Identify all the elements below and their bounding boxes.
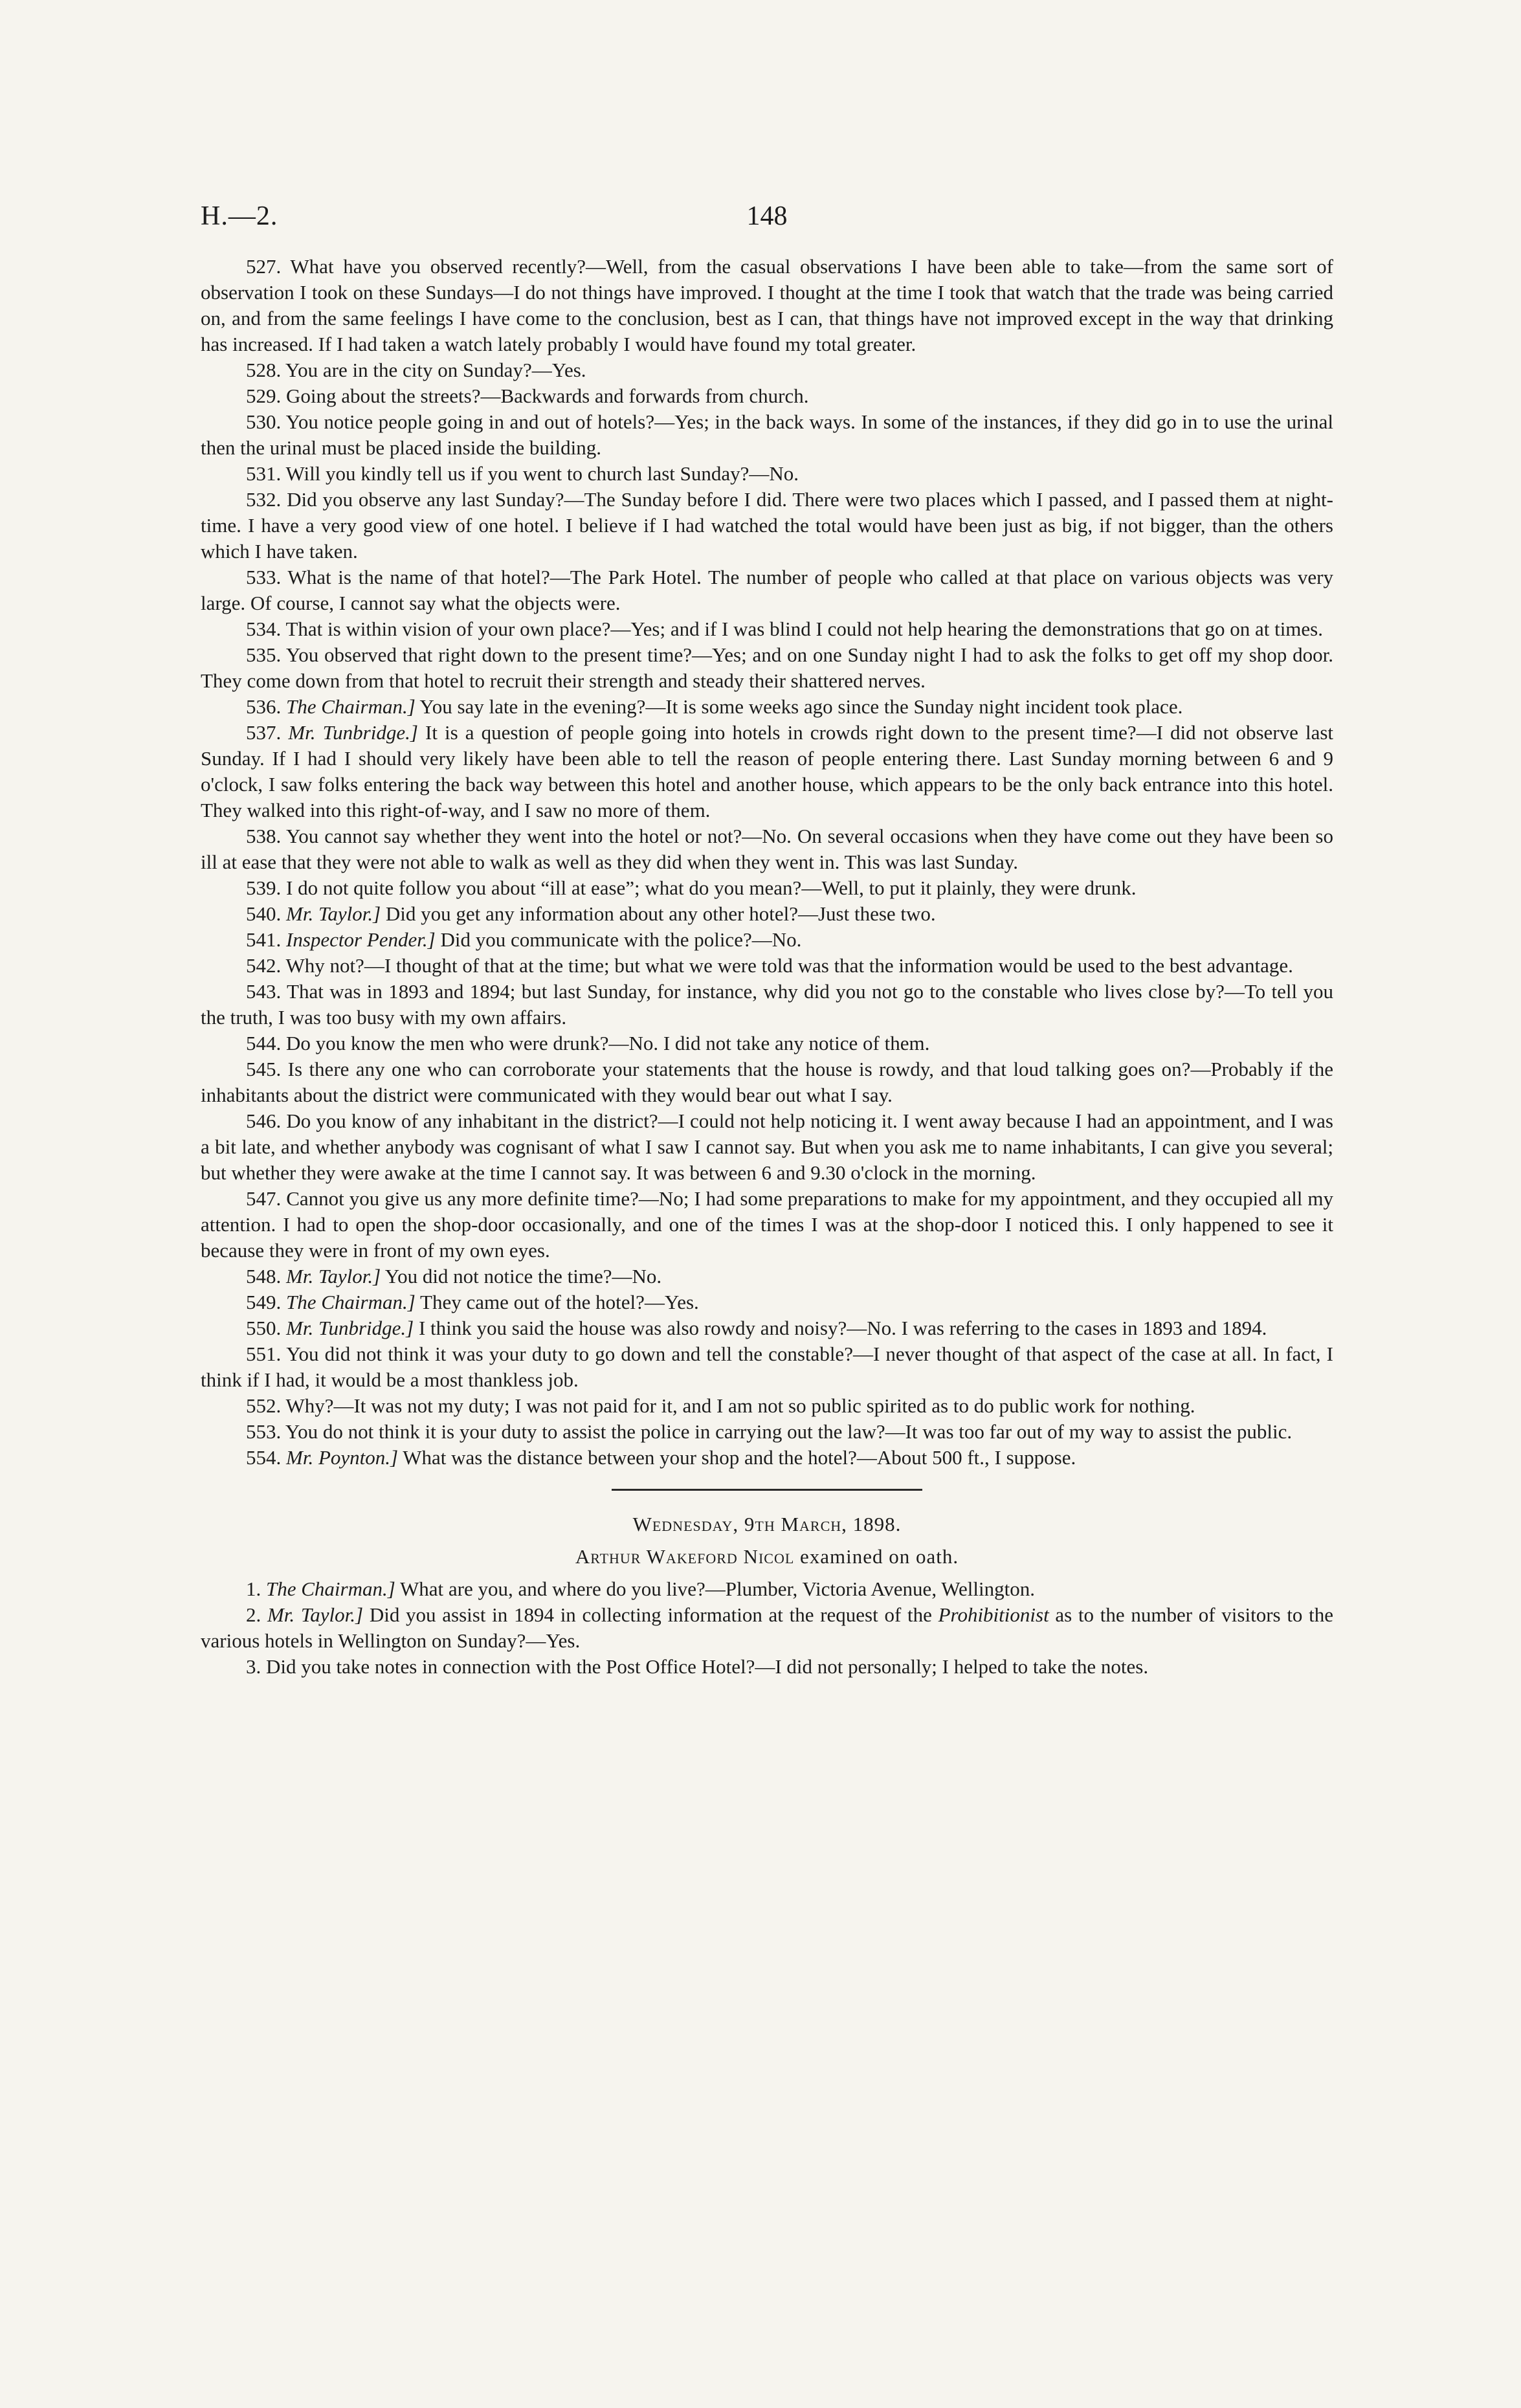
speaker-name: Mr. Tunbridge.]	[286, 1317, 414, 1339]
witness-name: Arthur Wakeford Nicol	[575, 1545, 795, 1568]
question-text: Did you get any information about any other hotel?—Just these two.	[385, 902, 936, 925]
paragraph-527: 527. What have you observed recently?—Well, from the casual observations I have been able to take—from the same sort of observation I took on these Sundays—I do not things have improved. I thought at the time I took that watch that the trade was being carried on, and from the same feelings I have come to the conclusion, best as I can, that things have not improved except in the way that drinking has increased. If I had taken a watch lately probably I would have found my total greater.	[201, 255, 1333, 355]
question-text: Did you assist in 1894 in collecting information at the request of the	[369, 1603, 932, 1626]
paragraph-542: 542. Why not?—I thought of that at the time; but what we were told was that the information would be used to the best advantage.	[246, 954, 1293, 977]
paragraph-533: 533. What is the name of that hotel?—The Park Hotel. The number of people who called at that place on various objects was very large. Of course, I cannot say what the objects were.	[201, 566, 1333, 614]
session-date: Wednesday, 9th March, 1898.	[632, 1513, 902, 1535]
question-text: What are you, and where do you live?—Plumber, Victoria Avenue, Wellington.	[400, 1577, 1035, 1600]
testimony-section-2	[201, 1576, 1333, 1680]
question-text: They came out of the hotel?—Yes.	[420, 1291, 699, 1313]
question-number: 2.	[246, 1603, 261, 1626]
paragraph-528: 528. You are in the city on Sunday?—Yes.	[246, 359, 586, 381]
paragraph-546: 546. Do you know of any inhabitant in the district?—I could not help noticing it. I went away because I had an appointment, and I was a bit late, and whether anybody was cognisant of what I saw I cannot say. But when you ask me to name inhabitants, I can give you several; but whether they were awake at the time I cannot say. It was between 6 and 9.30 o'clock in the morning.	[201, 1109, 1333, 1184]
document-page	[201, 201, 1333, 1680]
question-number: 541.	[246, 928, 282, 951]
paragraph-550	[201, 1315, 1333, 1341]
question-number: 548.	[246, 1265, 282, 1288]
paragraph-3: 3. Did you take notes in connection with the Post Office Hotel?—I did not personally; I helped to take the notes.	[246, 1655, 1149, 1678]
paragraph-531: 531. Will you kindly tell us if you went to church last Sunday?—No.	[246, 462, 799, 485]
paragraph-535: 535. You observed that right down to the present time?—Yes; and on one Sunday night I had to ask the folks to get off my shop door. They come down from that hotel to recruit their strength and steady their shattered nerves.	[201, 643, 1333, 692]
paragraph-552: 552. Why?—It was not my duty; I was not paid for it, and I am not so public spirited as to do public work for nothing.	[246, 1394, 1195, 1417]
paragraph-543: 543. That was in 1893 and 1894; but last Sunday, for instance, why did you not go to the constable who lives close by?—To tell you the truth, I was too busy with my own affairs.	[201, 980, 1333, 1029]
question-text: You did not notice the time?—No.	[384, 1265, 662, 1288]
paragraph-534: 534. That is within vision of your own place?—Yes; and if I was blind I could not help hearing the demonstrations that go on at times.	[246, 618, 1323, 640]
speaker-name: Mr. Poynton.]	[286, 1446, 399, 1469]
paragraph-547: 547. Cannot you give us any more definite time?—No; I had some preparations to make for my appointment, and they occupied all my attention. I had to open the shop-door occasionally, and one of the times I was at the shop-door I noticed this. I only happened to see it because they were in front of my own eyes.	[201, 1187, 1333, 1262]
paragraph-548	[201, 1264, 1333, 1289]
speaker-name: Mr. Tunbridge.]	[288, 721, 418, 744]
question-number: 537.	[246, 721, 282, 744]
speaker-name: The Chairman.]	[266, 1577, 395, 1600]
speaker-name: Inspector Pender.]	[286, 928, 436, 951]
paragraph-538: 538. You cannot say whether they went into the hotel or not?—No. On several occasions when they have come out they have been so ill at ease that they were not able to walk as well as they did when they went in. This was last Sunday.	[201, 825, 1333, 873]
witness-heading	[201, 1544, 1333, 1570]
page-number: 148	[746, 201, 788, 231]
speaker-name: The Chairman.]	[286, 1291, 416, 1313]
paragraph-541	[201, 927, 1333, 953]
paragraph-549	[201, 1289, 1333, 1315]
paragraph-540	[201, 901, 1333, 927]
speaker-name: Mr. Taylor.]	[286, 1265, 381, 1288]
question-number: 550.	[246, 1317, 282, 1339]
paragraph-536	[201, 694, 1333, 720]
question-number: 536.	[246, 695, 282, 718]
question-text: What was the distance between your shop and the hotel?—About 500 ft., I suppose.	[403, 1446, 1076, 1469]
question-number: 549.	[246, 1291, 282, 1313]
paragraph-530: 530. You notice people going in and out of hotels?—Yes; in the back ways. In some of the instances, if they did go in to use the urinal then the urinal must be placed inside the building.	[201, 410, 1333, 459]
publication-name: Prohibitionist	[938, 1603, 1049, 1626]
question-text: It is a question of people going into hotels in crowds right down to the present time?—I did not observe last Sunday. If I had I should very likely have been able to tell the reason of people entering there. Last Sunday morning between 6 and 9 o'clock, I saw folks entering the back way between this hotel and another house, which appears to be the only back entrance into this hotel. They walked into this right-of-way, and I saw no more of them.	[201, 721, 1334, 821]
question-text: I think you said the house was also rowdy and noisy?—No. I was referring to the cases in 1893 and 1894.	[418, 1317, 1267, 1339]
section-divider	[612, 1489, 922, 1491]
paragraph-529: 529. Going about the streets?—Backwards and forwards from church.	[246, 385, 809, 407]
question-text: Did you communicate with the police?—No.	[440, 928, 802, 951]
question-text-continued: as to the number of visitors to the various hotels in Wellington on Sunday?—Yes.	[201, 1603, 1334, 1652]
paragraph-554	[201, 1445, 1333, 1471]
question-number: 540.	[246, 902, 282, 925]
paragraph-545: 545. Is there any one who can corroborate your statements that the house is rowdy, and that loud talking goes on?—Probably if the inhabitants about the district were communicated with they would bear out what I say.	[201, 1058, 1333, 1106]
page-header	[201, 201, 1333, 240]
question-number: 1.	[246, 1577, 261, 1600]
testimony-section	[201, 254, 1333, 1471]
paragraph-553: 553. You do not think it is your duty to assist the police in carrying out the law?—It was too far out of my way to assist the public.	[246, 1420, 1293, 1443]
paragraph-2	[201, 1602, 1333, 1654]
question-number: 554.	[246, 1446, 282, 1469]
speaker-name: The Chairman.]	[286, 695, 416, 718]
paragraph-539: 539. I do not quite follow you about “ill at ease”; what do you mean?—Well, to put it plainly, they were drunk.	[246, 876, 1137, 899]
question-text: You say late in the evening?—It is some weeks ago since the Sunday night incident took place.	[419, 695, 1183, 718]
paragraph-551: 551. You did not think it was your duty to go down and tell the constable?—I never thought of that aspect of the case at all. In fact, I think if I had, it would be a most thankless job.	[201, 1343, 1333, 1391]
witness-suffix: examined on oath.	[800, 1545, 959, 1568]
speaker-name: Mr. Taylor.]	[267, 1603, 364, 1626]
paragraph-532: 532. Did you observe any last Sunday?—The Sunday before I did. There were two places which I passed, and I passed them at night-time. I have a very good view of one hotel. I believe if I had watched the total would have been just as big, if not bigger, than the others which I have taken.	[201, 488, 1333, 563]
paragraph-537	[201, 720, 1333, 823]
document-code: H.—2.	[201, 201, 278, 231]
paragraph-1	[201, 1576, 1333, 1602]
speaker-name: Mr. Taylor.]	[286, 902, 381, 925]
paragraph-544: 544. Do you know the men who were drunk?—No. I did not take any notice of them.	[246, 1032, 930, 1054]
